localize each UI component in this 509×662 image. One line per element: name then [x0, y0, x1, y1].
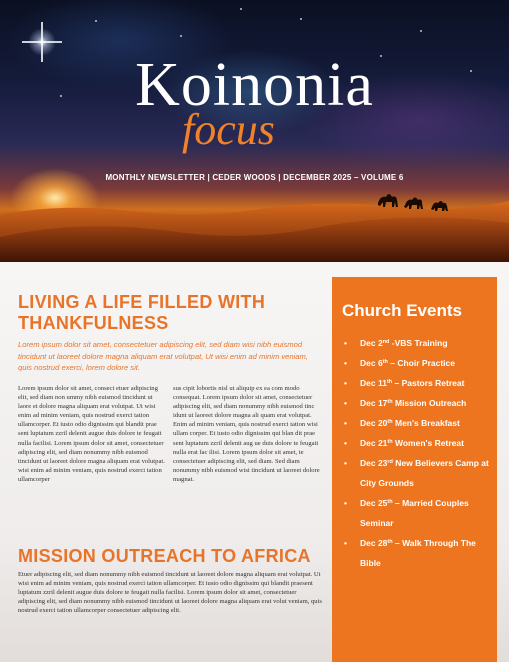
event-label: – Married Couples Seminar: [360, 498, 469, 528]
article-column-1: Lorem ipsum dolor sit amet, consect etuer adipiscing elit, sed diam non ummy nibh euismod tincidunt ut laore et dolore magna aliquam erat volutpat. Ut wisi enim ad minim veniam, quis nostrud exerci tation ullamcorper. Et iusto odio dignissim qui blandit prae sent luptatum zzril delenit augue duis dolore te feugait nulla facilisi. Lorem ipsum dolor sit amet, consectetuer adipiscing elit, sed diam nonummy nibh euismod tincidunt ut laoreet dolore magna aliquam erat volutpat. wisi enim ad minim veniam, quis nostrud exerci tation ullamcorper: [18, 385, 165, 483]
event-date-suffix: th: [387, 419, 393, 425]
star-sparkle: [180, 35, 182, 37]
event-label: – Walk Through The Bible: [360, 538, 476, 568]
article-lead: Lorem ipsum dolor sit amet, consectetuer adipiscing elit, sed diam wisi nibh euismod tincidunt ut laoreet dolore magna aliquam erat volutpat, Ut wisi enim ad minim veniam, quis nostrud exerci, lorem dolore sit.: [18, 340, 308, 372]
event-date: Dec 28: [360, 538, 388, 548]
event-label: -VBS Training: [389, 338, 448, 348]
bullet-icon: •: [344, 358, 347, 368]
event-label: – Choir Practice: [387, 358, 455, 368]
events-list: [344, 333, 494, 573]
bullet-icon: •: [344, 378, 347, 388]
event-date: Dec 23: [360, 458, 388, 468]
star-sparkle: [95, 20, 97, 22]
event-date: Dec 6: [360, 358, 383, 368]
event-date-suffix: nd: [382, 339, 390, 345]
article-column-2: sus cipit lobortis nisl ut aliquip ex ea com modo consequat. Lorem ipsum dolor sit amet, consectetuer adipiscing elit, sed diam nonummy nibh euismod tinc idunt ut laoreet dolore magna ali quam erat volutpat. Enim ad minim veniam, quis nostrud exerci tation wisi ullam corper. Et iusto odio dignissim qui blan dit prae sent luptatum zzril delenit aug ue duis dolore te feugait nulla erat fac ilisi. Lorem ipsum dolor sit amet, te consectetuer adipiscing elit, sed diam. Sed diam nonummy nibh euismod wisi tincidunt ut laoreet dolore magnat.: [173, 385, 320, 483]
star-sparkle: [300, 18, 302, 20]
event-item: [344, 393, 494, 413]
event-date-suffix: th: [386, 379, 393, 385]
event-date: Dec 2: [360, 338, 383, 348]
header-banner: [0, 0, 509, 262]
bullet-icon: •: [344, 418, 347, 428]
event-item: [344, 353, 494, 373]
event-date: Dec 21: [360, 438, 388, 448]
bullet-icon: •: [344, 538, 347, 548]
event-item: [344, 433, 494, 453]
event-label: Women's Retreat: [392, 438, 464, 448]
event-label: New Believers Camp at City Grounds: [360, 458, 489, 488]
event-date-suffix: rd: [387, 459, 393, 465]
event-label: Men's Breakfast: [392, 418, 460, 428]
event-date-suffix: th: [387, 399, 393, 405]
newsletter-info-line: MONTHLY NEWSLETTER | CEDER WOODS | DECEMBER 2025 – VOLUME 6: [105, 173, 404, 182]
star-sparkle: [420, 30, 422, 32]
desert-dunes: [0, 185, 509, 262]
event-date-suffix: th: [382, 359, 388, 365]
event-date-suffix: th: [387, 439, 393, 445]
event-item: [344, 373, 494, 393]
bullet-icon: •: [344, 398, 347, 408]
event-item: [344, 413, 494, 433]
event-item: [344, 533, 494, 573]
event-label: Mission Outreach: [392, 398, 467, 408]
star-sparkle: [240, 8, 242, 10]
event-item: [344, 333, 494, 353]
event-date: Dec 17: [360, 398, 388, 408]
mission-title: MISSION OUTREACH TO AFRICA: [18, 546, 311, 566]
bullet-icon: •: [344, 338, 347, 348]
event-item: [344, 493, 494, 533]
star-of-bethlehem: [28, 28, 56, 56]
event-date-suffix: th: [387, 539, 393, 545]
event-item: [344, 453, 494, 493]
article-title: LIVING A LIFE FILLED WITH THANKFULNESS: [18, 292, 266, 333]
event-date: Dec 11: [360, 378, 387, 388]
bullet-icon: •: [344, 458, 347, 468]
mission-body: Etuer adipiscing elit, sed diam nonummy nibh euismod tincidunt ut laoreet dolore magna aliquam erat volutpat. Ut wisi enim ad minim veniam, quis nostrud exerci tation ullamcorper. Et iusto odio dignissim qui blandit praesent luptatum zzril delenit augue duis dolore te feugait nulla facilisi. Lorem ipsum dolor sit amet, consectetuer adipiscing elit, sed diam nonummy nibh euismod tincidunt ut laoreet dolore magna aliquam erat volut veniam, quis nostrud exerci tation ullamcorper consectetuer adipiscing elit.: [18, 571, 322, 615]
bullet-icon: •: [344, 498, 347, 508]
newsletter-title: Koinonia: [135, 51, 374, 119]
bullet-icon: •: [344, 438, 347, 448]
event-label: – Pastors Retreat: [392, 378, 465, 388]
events-title: Church Events: [342, 301, 462, 320]
event-date-suffix: th: [387, 499, 393, 505]
church-events-panel: [332, 277, 497, 662]
event-date: Dec 25: [360, 498, 388, 508]
newsletter-subtitle: focus: [182, 105, 275, 154]
event-date: Dec 20: [360, 418, 388, 428]
